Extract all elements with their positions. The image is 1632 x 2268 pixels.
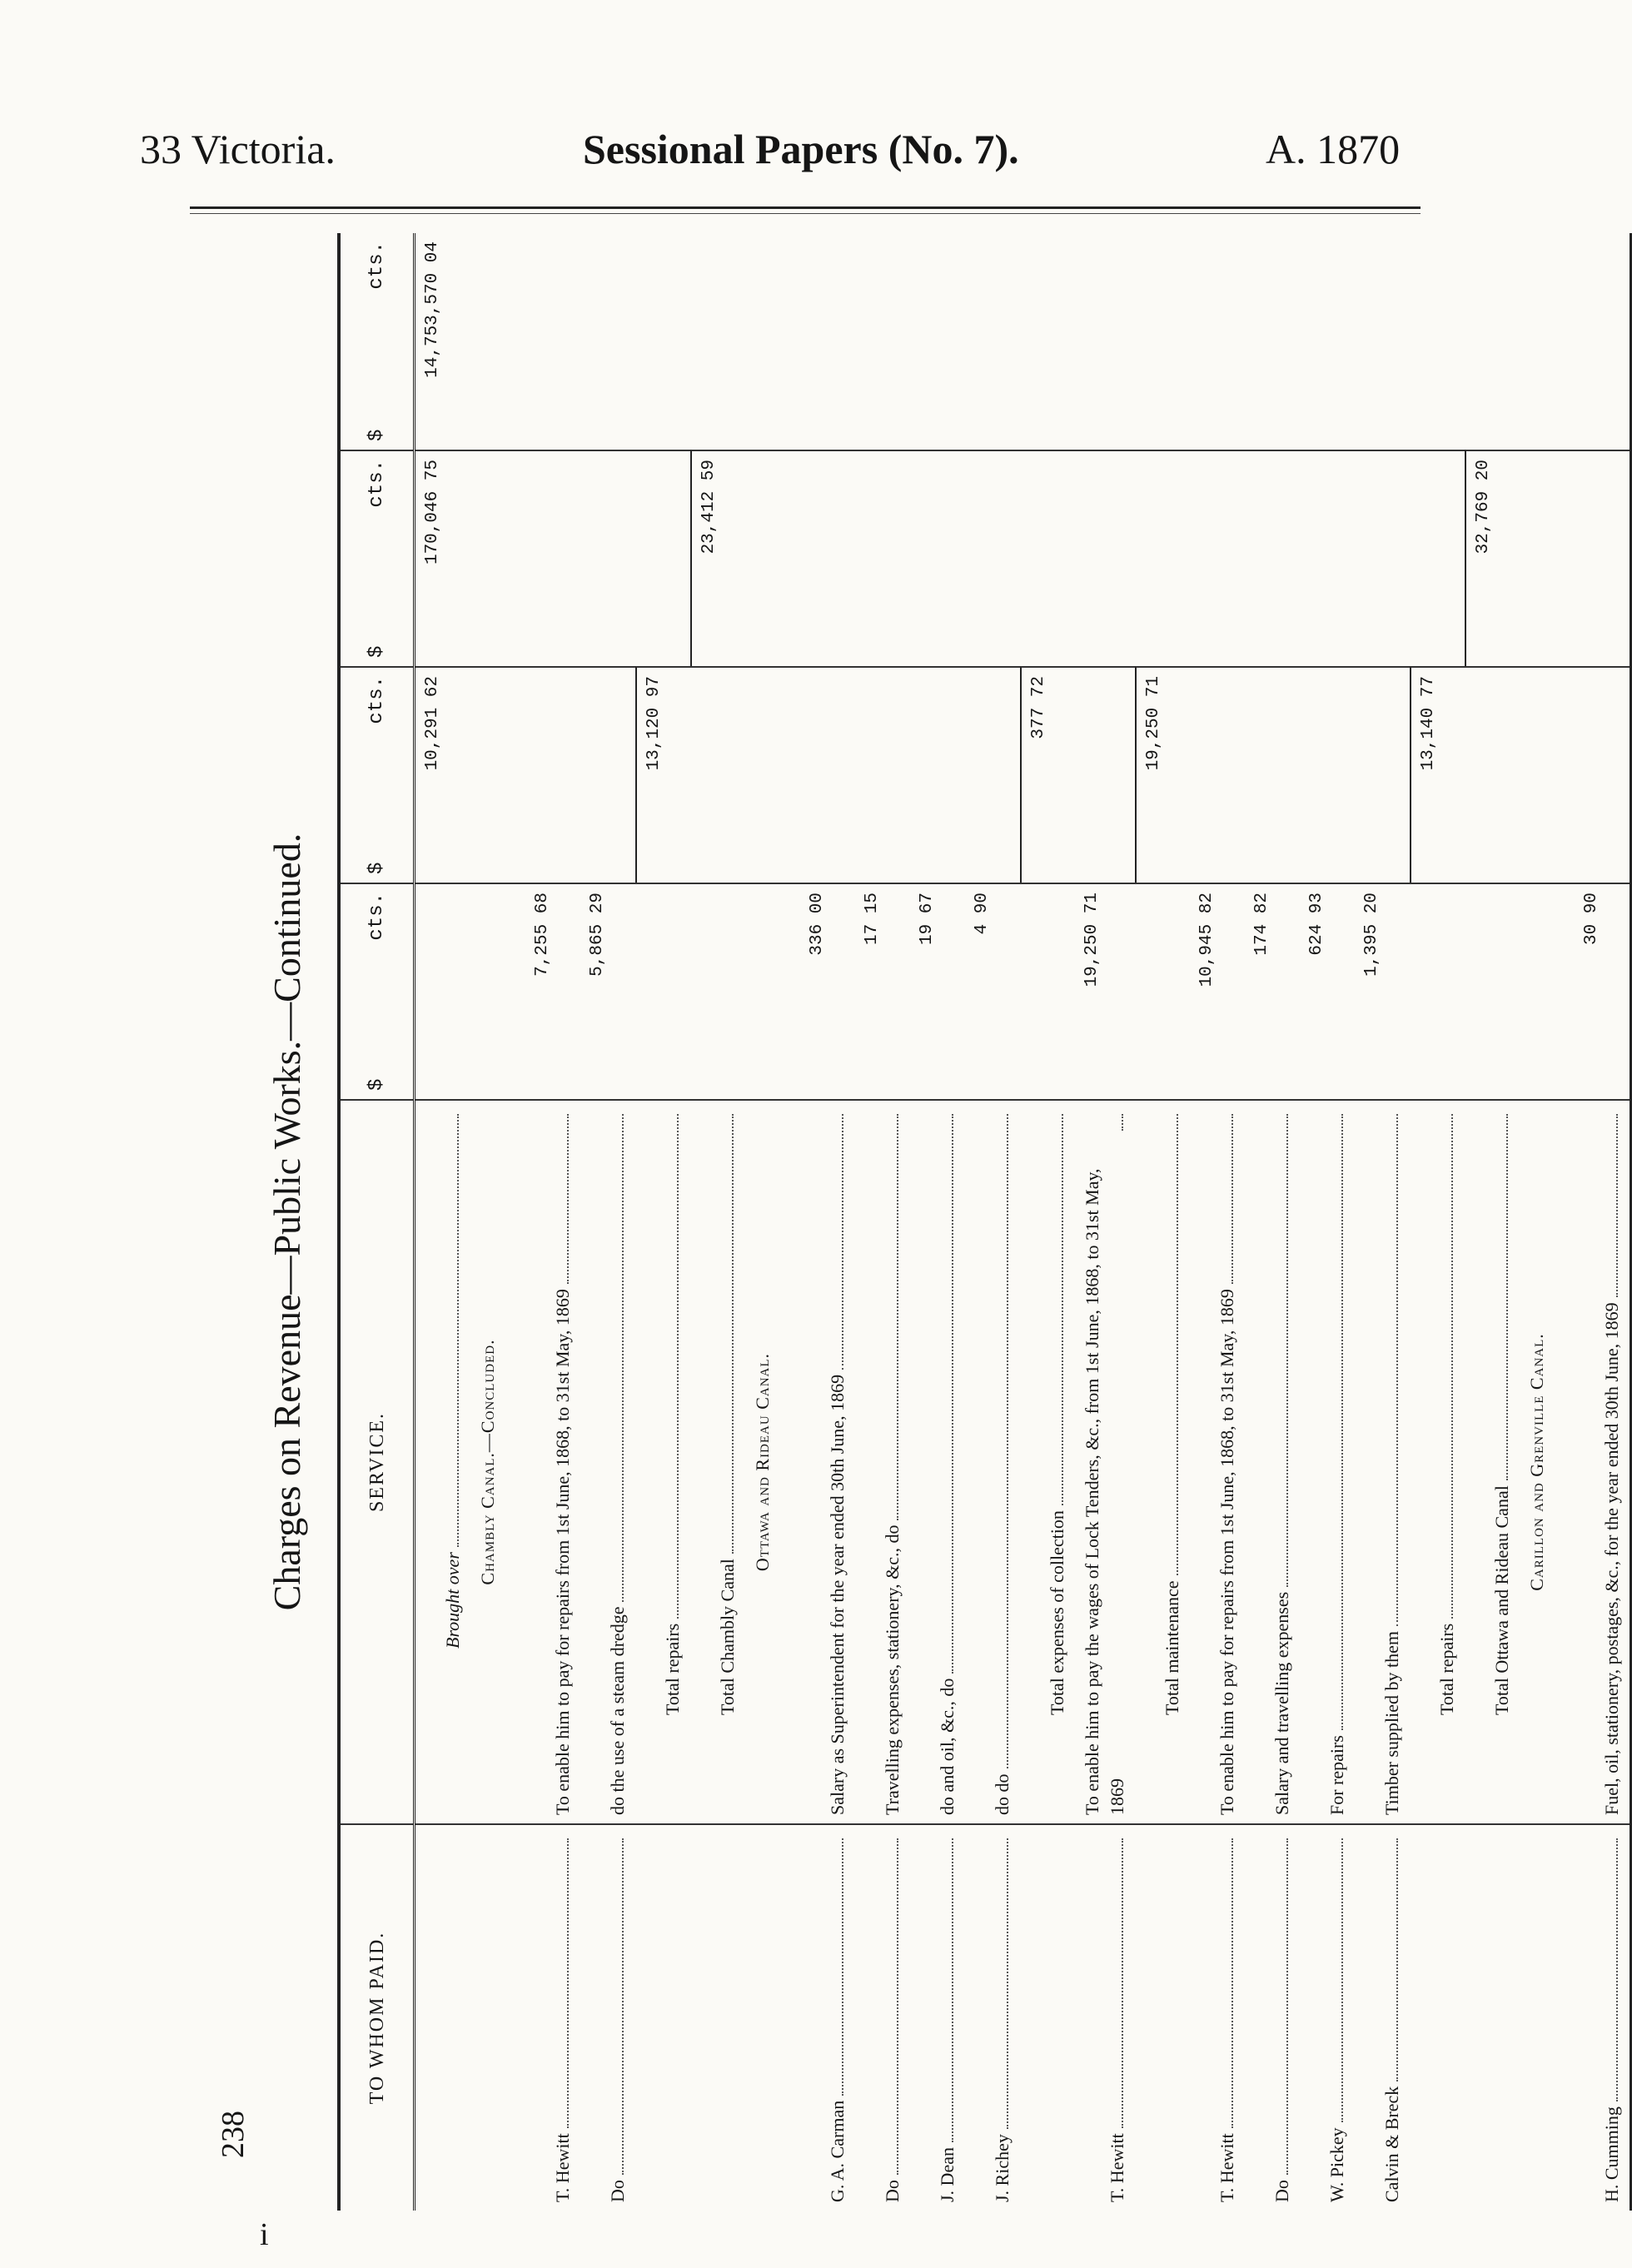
money-col4 xyxy=(1300,450,1355,666)
money-col4 xyxy=(800,450,855,666)
running-head-center: Sessional Papers (No. 7). xyxy=(583,126,1019,172)
table-row xyxy=(525,233,580,2211)
leader-dots xyxy=(1341,1114,1343,1730)
header-rule-thin xyxy=(190,213,1421,214)
payee-cell xyxy=(1355,1823,1410,2211)
money-col3 xyxy=(855,666,910,883)
service-cell xyxy=(1410,1099,1465,1823)
leader-dots xyxy=(952,1114,953,1674)
payee-cell xyxy=(1190,1823,1245,2211)
header-money-col4 xyxy=(341,450,413,666)
money-col3 xyxy=(965,666,1020,883)
service-cell xyxy=(855,1099,910,1823)
payee-cell xyxy=(745,1823,800,2211)
section-heading: Ottawa and Rideau Canal. xyxy=(745,1099,800,1823)
leader-dots xyxy=(1341,1838,1343,2122)
money-col2: 5,865 29 xyxy=(580,883,635,1099)
service-cell xyxy=(1575,1099,1630,1823)
money-col4 xyxy=(745,450,800,666)
subtotal-label: Total repairs xyxy=(662,1623,683,1715)
service-text: do and oil, &c., do xyxy=(937,1678,958,1815)
payee-name: W. Pickey xyxy=(1326,2127,1347,2202)
service-cell xyxy=(910,1099,965,1823)
money-col4: 32,769 20 xyxy=(1465,450,1520,666)
service-text: Salary and travelling expenses xyxy=(1271,1591,1292,1815)
payee-cell xyxy=(580,1823,635,2211)
money-col3: 13,120 97 xyxy=(635,666,690,883)
payee-cell xyxy=(1575,1823,1630,2211)
payee-cell xyxy=(910,1823,965,2211)
money-col4 xyxy=(1355,450,1410,666)
money-col3 xyxy=(525,666,580,883)
table-row xyxy=(1300,233,1355,2211)
payee-cell xyxy=(965,1823,1020,2211)
money-col4 xyxy=(1190,450,1245,666)
leader-dots xyxy=(1396,1838,1398,2081)
payee-name: Calvin & Breck xyxy=(1381,2086,1402,2202)
rotated-table-container xyxy=(246,233,1622,2211)
header-cents: cts. xyxy=(365,893,388,941)
subtotal-label: Total repairs xyxy=(1436,1623,1457,1715)
header-rule xyxy=(190,206,1421,209)
payee-cell xyxy=(1520,1823,1575,2211)
money-col3 xyxy=(1575,666,1630,883)
money-col3: 377 72 xyxy=(1020,666,1075,883)
payee-cell xyxy=(415,1823,470,2211)
service-cell xyxy=(965,1099,1020,1823)
money-col2 xyxy=(1520,883,1575,1099)
money-col4 xyxy=(1075,450,1135,666)
money-col4 xyxy=(580,450,635,666)
payee-name: Do xyxy=(882,2180,903,2202)
table-row xyxy=(910,233,965,2211)
money-col4: 170,046 75 xyxy=(415,450,470,666)
money-col3 xyxy=(910,666,965,883)
leader-dots xyxy=(1286,1114,1288,1587)
payee-cell xyxy=(635,1823,690,2211)
service-cell xyxy=(1020,1099,1075,1823)
leader-dots xyxy=(1506,1114,1508,1480)
money-col2 xyxy=(1020,883,1075,1099)
payee-cell xyxy=(1465,1823,1520,2211)
money-col5 xyxy=(580,233,635,450)
subtotal-label: Total maintenance xyxy=(1162,1580,1182,1715)
money-col2: 174 82 xyxy=(1245,883,1300,1099)
leader-dots xyxy=(1616,1114,1618,1297)
subtotal-row xyxy=(1135,233,1190,2211)
service-text: Fuel, oil, stationery, postages, &c., for the year ended 30th June, 1869 xyxy=(1601,1302,1622,1815)
service-cell xyxy=(635,1099,690,1823)
leader-dots xyxy=(1231,1838,1233,2128)
money-col2 xyxy=(1410,883,1465,1099)
money-col5 xyxy=(1465,233,1520,450)
service-cell xyxy=(1135,1099,1190,1823)
leader-dots xyxy=(952,1838,953,2142)
money-col2: 4 90 xyxy=(965,883,1020,1099)
leader-dots xyxy=(622,1114,624,1602)
payee-name: J. Dean xyxy=(937,2147,958,2202)
header-dollar: $ xyxy=(365,862,388,874)
service-cell xyxy=(1355,1099,1410,1823)
money-col2: 10,945 82 xyxy=(1190,883,1245,1099)
money-col2: 19 67 xyxy=(910,883,965,1099)
money-col5 xyxy=(1075,233,1135,450)
subtotal-label: Total expenses of collection xyxy=(1047,1510,1067,1715)
money-col3 xyxy=(1300,666,1355,883)
table-row xyxy=(855,233,910,2211)
service-text: Salary as Superintendent for the year ended 30th June, 1869 xyxy=(827,1374,848,1815)
money-col5 xyxy=(470,233,525,450)
money-col3 xyxy=(1075,666,1135,883)
table-row xyxy=(1355,233,1410,2211)
money-col2 xyxy=(1135,883,1190,1099)
table-row xyxy=(580,233,635,2211)
brought-over-label: Brought over xyxy=(442,1552,463,1649)
header-dollar: $ xyxy=(365,645,388,658)
money-col2: 624 93 xyxy=(1300,883,1355,1099)
money-col2: 19,250 71 xyxy=(1075,883,1135,1099)
money-col2 xyxy=(690,883,745,1099)
money-col5 xyxy=(745,233,800,450)
header-dollar: $ xyxy=(365,1078,388,1091)
service-text: Timber supplied by them xyxy=(1381,1630,1402,1815)
service-text: For repairs xyxy=(1326,1735,1347,1815)
service-cell xyxy=(1190,1099,1245,1823)
service-text: To enable him to pay the wages of Lock Tenders, &c., from 1st June, 1868, to 31st May, 1869 xyxy=(1082,1168,1127,1815)
money-col5 xyxy=(525,233,580,450)
money-col3 xyxy=(1245,666,1300,883)
payee-cell xyxy=(470,1823,525,2211)
money-col5 xyxy=(690,233,745,450)
table-row xyxy=(1190,233,1245,2211)
money-col4: 23,412 59 xyxy=(690,450,745,666)
money-col3: 13,140 77 xyxy=(1410,666,1465,883)
payee-cell xyxy=(690,1823,745,2211)
header-cents: cts. xyxy=(365,676,388,724)
service-cell xyxy=(415,1099,470,1823)
subtotal-row xyxy=(1465,233,1520,2211)
leader-dots xyxy=(1007,1838,1008,2129)
header-money-col2 xyxy=(341,883,413,1099)
money-col5 xyxy=(800,233,855,450)
section-heading-row xyxy=(470,233,525,2211)
leader-dots xyxy=(897,1838,898,2175)
subtotal-row xyxy=(635,233,690,2211)
payee-cell xyxy=(525,1823,580,2211)
money-col4 xyxy=(1135,450,1190,666)
money-col3 xyxy=(470,666,525,883)
running-head-right: A. 1870 xyxy=(1266,126,1401,172)
leader-dots xyxy=(457,1114,459,1547)
section-heading-row xyxy=(745,233,800,2211)
money-col2 xyxy=(635,883,690,1099)
money-col2 xyxy=(415,883,470,1099)
money-col3 xyxy=(690,666,745,883)
money-col5 xyxy=(1575,233,1630,450)
payee-cell xyxy=(1410,1823,1465,2211)
money-col5 xyxy=(910,233,965,450)
leader-dots xyxy=(1122,1114,1123,1131)
subtotal-row xyxy=(1020,233,1075,2211)
subtotal-row xyxy=(690,233,745,2211)
charges-table xyxy=(337,233,1632,2211)
header-service: SERVICE. xyxy=(341,1099,413,1823)
money-col2 xyxy=(470,883,525,1099)
table-row xyxy=(1245,233,1300,2211)
payee-name: H. Cumming xyxy=(1601,2106,1622,2202)
service-cell xyxy=(690,1099,745,1823)
table-row xyxy=(800,233,855,2211)
leader-dots xyxy=(1396,1114,1398,1626)
header-cents: cts. xyxy=(365,460,388,508)
payee-cell xyxy=(1075,1823,1135,2211)
payee-name: G. A. Carman xyxy=(827,2100,848,2202)
money-col4 xyxy=(525,450,580,666)
money-col3: 10,291 62 xyxy=(415,666,470,883)
payee-cell xyxy=(1300,1823,1355,2211)
money-col2: 30 90 xyxy=(1575,883,1630,1099)
money-col3 xyxy=(580,666,635,883)
money-col5 xyxy=(1020,233,1075,450)
section-heading-row xyxy=(1520,233,1575,2211)
header-dollar: $ xyxy=(365,429,388,441)
money-col5 xyxy=(1410,233,1465,450)
money-col4 xyxy=(1410,450,1465,666)
leader-dots xyxy=(842,1838,843,2096)
money-col5: 14,753,570 04 xyxy=(423,241,442,378)
money-col2 xyxy=(745,883,800,1099)
leader-dots xyxy=(1007,1114,1008,1769)
service-text: Travelling expenses, stationery, &c., do xyxy=(882,1524,903,1815)
payee-cell xyxy=(1245,1823,1300,2211)
money-col2: 17 15 xyxy=(855,883,910,1099)
leader-dots xyxy=(1616,1838,1618,2101)
service-text: To enable him to pay for repairs from 1st June, 1868, to 31st May, 1869 xyxy=(552,1289,573,1815)
leader-dots xyxy=(1231,1114,1233,1284)
money-col5 xyxy=(965,233,1020,450)
money-col5 xyxy=(1520,233,1575,450)
payee-cell xyxy=(1020,1823,1075,2211)
service-text: do the use of a steam dredge xyxy=(607,1606,628,1815)
running-head-left: 33 Victoria. xyxy=(140,126,336,172)
money-col5 xyxy=(1300,233,1355,450)
payee-name: Do xyxy=(607,2180,628,2202)
money-col5 xyxy=(1355,233,1410,450)
leader-dots xyxy=(1122,1838,1123,2128)
service-text: do do xyxy=(992,1773,1013,1815)
section-heading: Chambly Canal.—Concluded. xyxy=(470,1099,525,1823)
payee-name: T. Hewitt xyxy=(552,2133,573,2202)
payee-cell xyxy=(1135,1823,1190,2211)
table-header-row xyxy=(341,233,415,2211)
money-col3: 19,250 71 xyxy=(1135,666,1190,883)
service-cell xyxy=(1465,1099,1520,1823)
section-heading: Carillon and Grenville Canal. xyxy=(1520,1099,1575,1823)
money-col4 xyxy=(1245,450,1300,666)
running-head xyxy=(0,0,1472,208)
leader-dots xyxy=(567,1838,569,2128)
money-col2: 336 00 xyxy=(800,883,855,1099)
header-cents: cts. xyxy=(365,241,388,290)
money-col3 xyxy=(745,666,800,883)
money-col4 xyxy=(965,450,1020,666)
money-col3 xyxy=(1355,666,1410,883)
payee-cell xyxy=(800,1823,855,2211)
payee-name: T. Hewitt xyxy=(1217,2133,1237,2202)
subtotal-label: Total Chambly Canal xyxy=(717,1559,738,1715)
leader-dots xyxy=(1286,1838,1288,2175)
table-row xyxy=(965,233,1020,2211)
leader-dots xyxy=(567,1114,569,1284)
money-col4 xyxy=(855,450,910,666)
leader-dots xyxy=(1177,1114,1178,1575)
money-col4 xyxy=(635,450,690,666)
money-col4 xyxy=(1520,450,1575,666)
payee-name: T. Hewitt xyxy=(1107,2133,1127,2202)
money-col5 xyxy=(1190,233,1245,450)
table-title: Charges on Revenue—Public Works.—Continued. xyxy=(266,833,308,1611)
payee-name: Do xyxy=(1271,2180,1292,2202)
payee-cell xyxy=(855,1823,910,2211)
subtotal-row xyxy=(1410,233,1465,2211)
header-money-col5 xyxy=(341,233,413,450)
table-row xyxy=(1075,233,1135,2211)
service-cell xyxy=(800,1099,855,1823)
folio-marker: i xyxy=(260,2217,269,2252)
money-col5 xyxy=(855,233,910,450)
money-col2: 7,255 68 xyxy=(525,883,580,1099)
money-col4 xyxy=(910,450,965,666)
service-cell xyxy=(1300,1099,1355,1823)
subtotal-label: Total Ottawa and Rideau Canal xyxy=(1491,1485,1512,1715)
money-col5 xyxy=(1245,233,1300,450)
leader-dots xyxy=(622,1838,624,2175)
money-col4 xyxy=(1575,450,1630,666)
page-number: 238 xyxy=(216,2111,251,2158)
payee-name: J. Richey xyxy=(992,2134,1013,2202)
service-cell xyxy=(580,1099,635,1823)
service-cell xyxy=(525,1099,580,1823)
money-col2: 1,395 20 xyxy=(1355,883,1410,1099)
money-col4 xyxy=(470,450,525,666)
money-col3 xyxy=(1190,666,1245,883)
leader-dots xyxy=(842,1114,843,1370)
leader-dots xyxy=(1062,1114,1063,1505)
leader-dots xyxy=(897,1114,898,1520)
service-cell xyxy=(1075,1099,1135,1823)
leader-dots xyxy=(677,1114,679,1619)
money-col5 xyxy=(635,233,690,450)
brought-over-row xyxy=(415,233,470,2211)
service-cell xyxy=(1245,1099,1300,1823)
table-body xyxy=(415,233,1630,2211)
leader-dots xyxy=(732,1114,734,1554)
table-row xyxy=(1575,233,1630,2211)
header-money-col3 xyxy=(341,666,413,883)
money-col3 xyxy=(1465,666,1520,883)
money-col3 xyxy=(800,666,855,883)
money-col4 xyxy=(1020,450,1075,666)
money-col2 xyxy=(1465,883,1520,1099)
header-payee: TO WHOM PAID. xyxy=(341,1823,413,2211)
money-col5 xyxy=(1135,233,1190,450)
money-col3 xyxy=(1520,666,1575,883)
leader-dots xyxy=(1451,1114,1453,1619)
service-text: To enable him to pay for repairs from 1st June, 1868, to 31st May, 1869 xyxy=(1217,1289,1237,1815)
